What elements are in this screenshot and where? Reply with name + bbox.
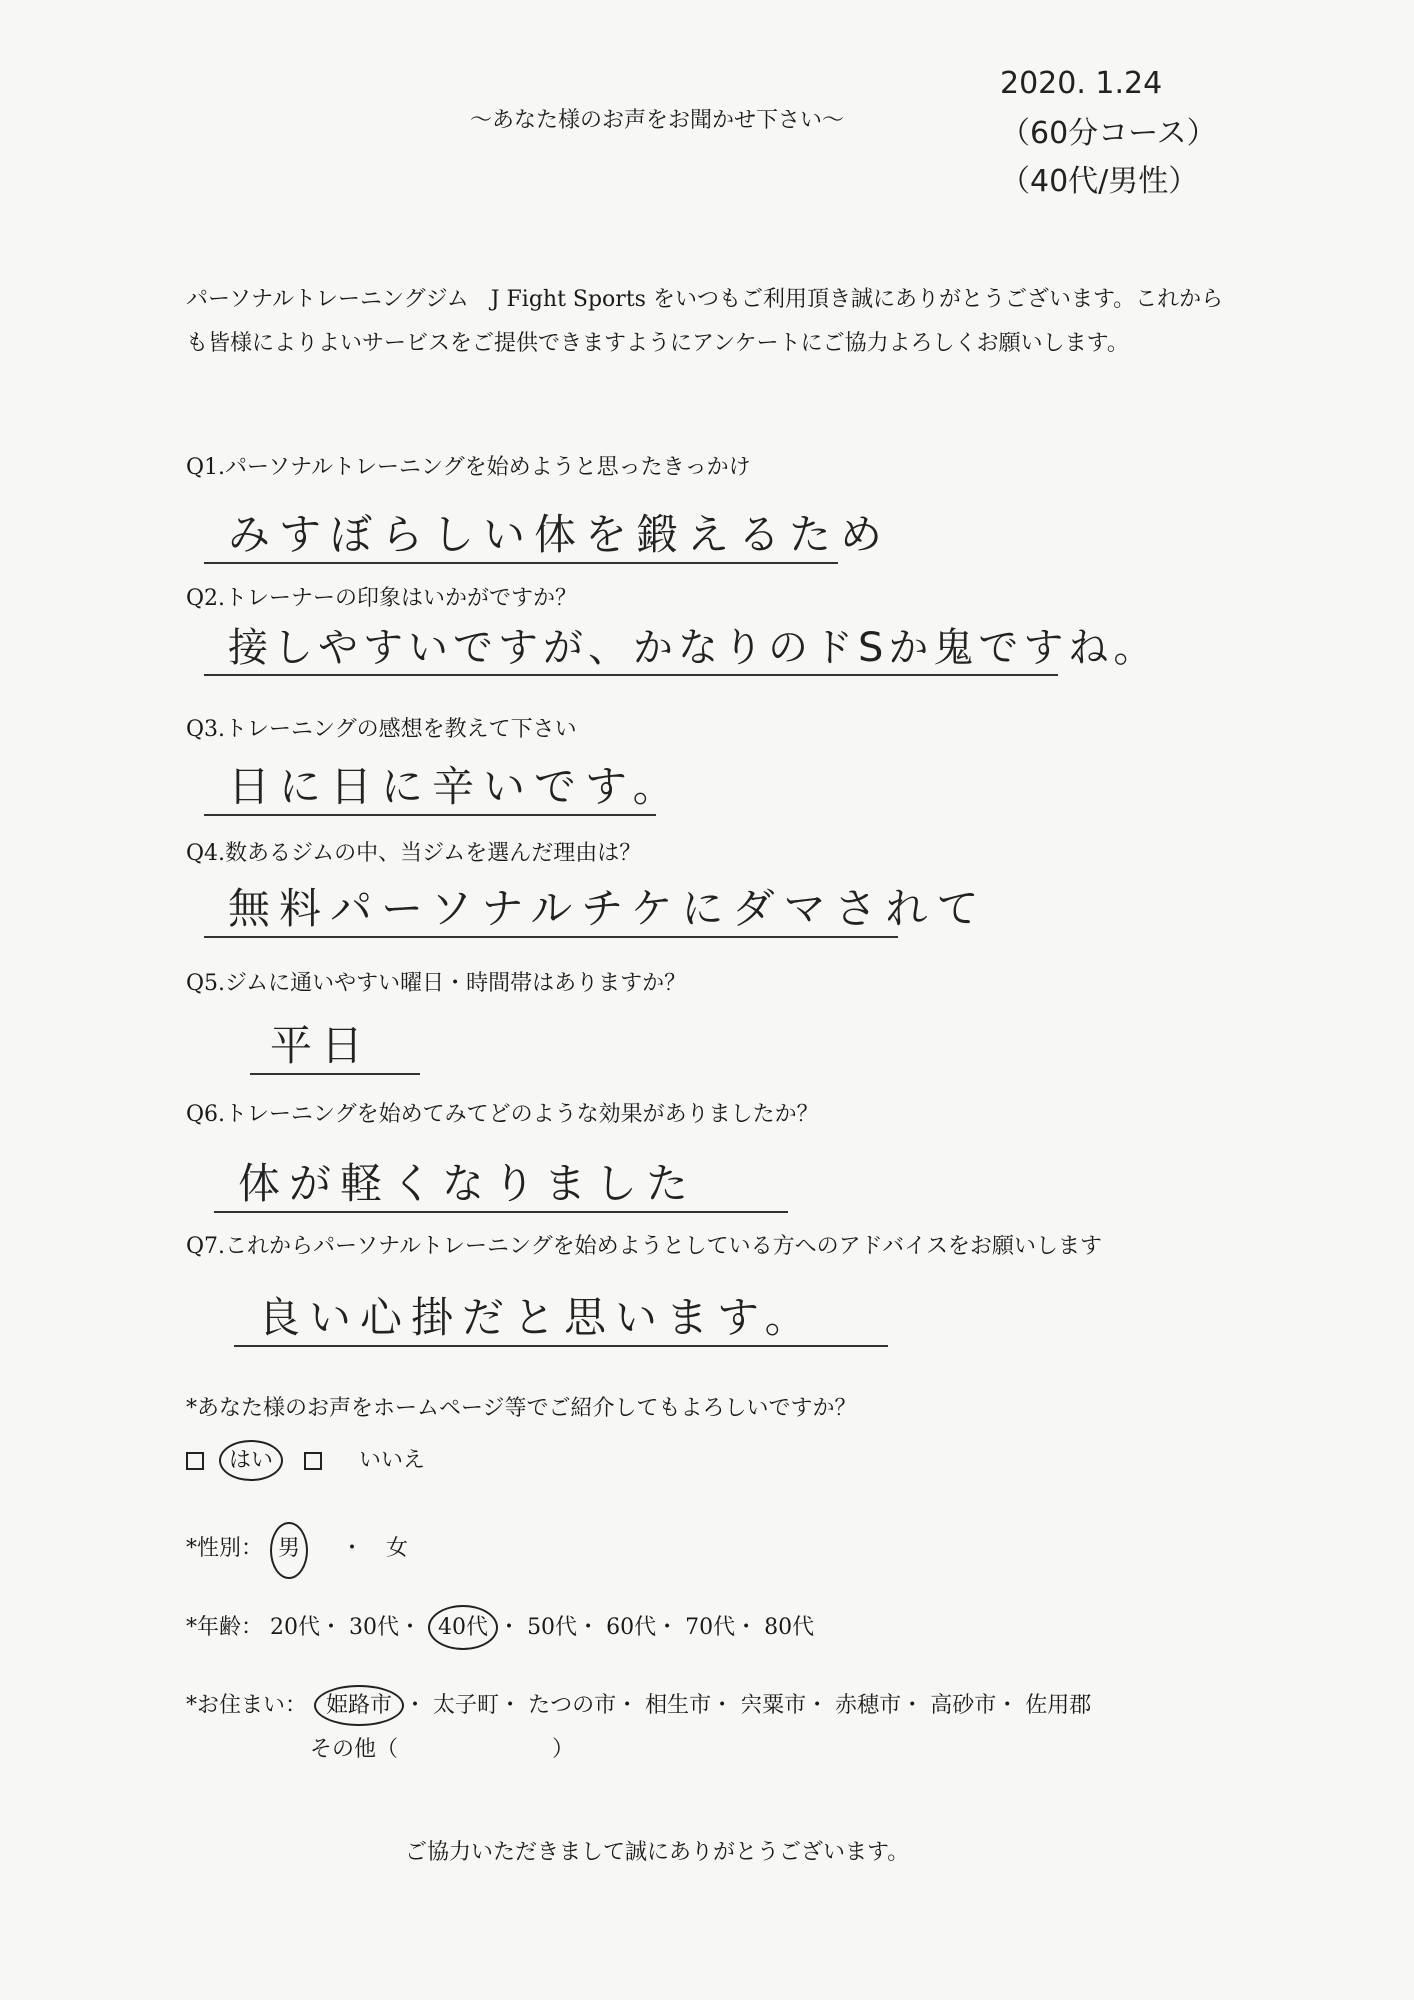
thank-you-message: ご協力いただきまして誠にありがとうございます。 (405, 1840, 910, 1865)
residence-row (186, 1685, 1091, 1726)
consent-yes-label: はい (219, 1440, 283, 1481)
age-separator: ・ (656, 1615, 679, 1640)
age-option-20[interactable]: 20代 (270, 1615, 321, 1640)
consent-no-label: いいえ (359, 1448, 426, 1473)
handwritten-demographic: （40代/男性） (1000, 164, 1199, 199)
question-2: Q2.トレーナーの印象はいかがですか？ (186, 586, 578, 611)
survey-title: ～あなた様のお声をお聞かせ下さい～ (470, 108, 845, 133)
residence-separator: ・ (996, 1693, 1019, 1718)
age-option-80[interactable]: 80代 (764, 1615, 815, 1640)
residence-separator: ・ (404, 1693, 427, 1718)
age-option-30[interactable]: 30代 (349, 1615, 400, 1640)
consent-no-checkbox[interactable] (304, 1452, 322, 1470)
age-row (186, 1605, 814, 1650)
answer-7: 良い心掛だと思います。 (234, 1297, 888, 1347)
residence-option-aioi[interactable]: 相生市 (645, 1693, 712, 1718)
question-5: Q5.ジムに通いやすい曜日・時間帯はありますか？ (186, 971, 687, 996)
residence-separator: ・ (711, 1693, 734, 1718)
question-1: Q1.パーソナルトレーニングを始めようと思ったきっかけ (186, 455, 751, 480)
residence-separator: ・ (901, 1693, 924, 1718)
age-separator: ・ (399, 1615, 422, 1640)
age-option-50[interactable]: 50代 (527, 1615, 578, 1640)
answer-5: 平日 (250, 1025, 420, 1075)
residence-option-taishi[interactable]: 太子町 (433, 1693, 500, 1718)
residence-label: *お住まい： (186, 1693, 308, 1718)
answer-2: 接しやすいですが、かなりのドSか鬼ですね。 (204, 628, 1058, 676)
question-3: Q3.トレーニングの感想を教えて下さい (186, 717, 577, 742)
residence-option-ako[interactable]: 赤穂市 (835, 1693, 902, 1718)
residence-separator: ・ (806, 1693, 829, 1718)
intro-paragraph: パーソナルトレーニングジム J Fight Sports をいつもご利用頂き誠にありがとうございます。これからも皆様によりよいサービスをご提供できますようにアンケートにご協力よろしくお願いします。 (186, 287, 1224, 356)
residence-option-takasago[interactable]: 高砂市 (930, 1693, 997, 1718)
age-option-70[interactable]: 70代 (685, 1615, 736, 1640)
residence-option-sayo[interactable]: 佐用郡 (1025, 1693, 1092, 1718)
handwritten-course: （60分コース） (1000, 116, 1217, 151)
age-separator: ・ (498, 1615, 521, 1640)
consent-options (186, 1440, 425, 1481)
age-option-40[interactable]: 40代 (428, 1605, 498, 1650)
age-separator: ・ (320, 1615, 343, 1640)
gender-separator: ・ (341, 1536, 364, 1561)
age-separator: ・ (735, 1615, 758, 1640)
answer-1: みすぼらしい体を鍛えるため (204, 514, 838, 564)
residence-separator: ・ (499, 1693, 522, 1718)
answer-6: 体が軽くなりました (214, 1163, 788, 1213)
gender-male-option[interactable]: 男 (270, 1522, 308, 1579)
residence-option-tatsuno[interactable]: たつの市 (528, 1693, 617, 1718)
question-4: Q4.数あるジムの中、当ジムを選んだ理由は？ (186, 841, 642, 866)
age-option-60[interactable]: 60代 (606, 1615, 657, 1640)
consent-question: *あなた様のお声をホームページ等でご紹介してもよろしいですか？ (186, 1396, 857, 1421)
age-label: *年齢： (186, 1615, 264, 1640)
question-6: Q6.トレーニングを始めてみてどのような効果がありましたか？ (186, 1102, 819, 1127)
gender-row (186, 1522, 408, 1579)
question-7: Q7.これからパーソナルトレーニングを始めようとしている方へのアドバイスをお願いします (186, 1234, 1102, 1259)
residence-option-himeji[interactable]: 姫路市 (314, 1685, 404, 1726)
residence-other[interactable]: その他（ ） (310, 1737, 575, 1762)
answer-4: 無料パーソナルチケにダマされて (204, 888, 898, 938)
gender-label: *性別： (186, 1536, 264, 1561)
residence-separator: ・ (616, 1693, 639, 1718)
consent-yes-checkbox[interactable] (186, 1452, 204, 1470)
handwritten-date: 2020. 1.24 (1000, 66, 1163, 101)
gender-female-option[interactable]: 女 (386, 1536, 409, 1561)
age-separator: ・ (577, 1615, 600, 1640)
residence-option-shiso[interactable]: 宍粟市 (740, 1693, 807, 1718)
answer-3: 日に日に辛いです。 (204, 766, 656, 816)
